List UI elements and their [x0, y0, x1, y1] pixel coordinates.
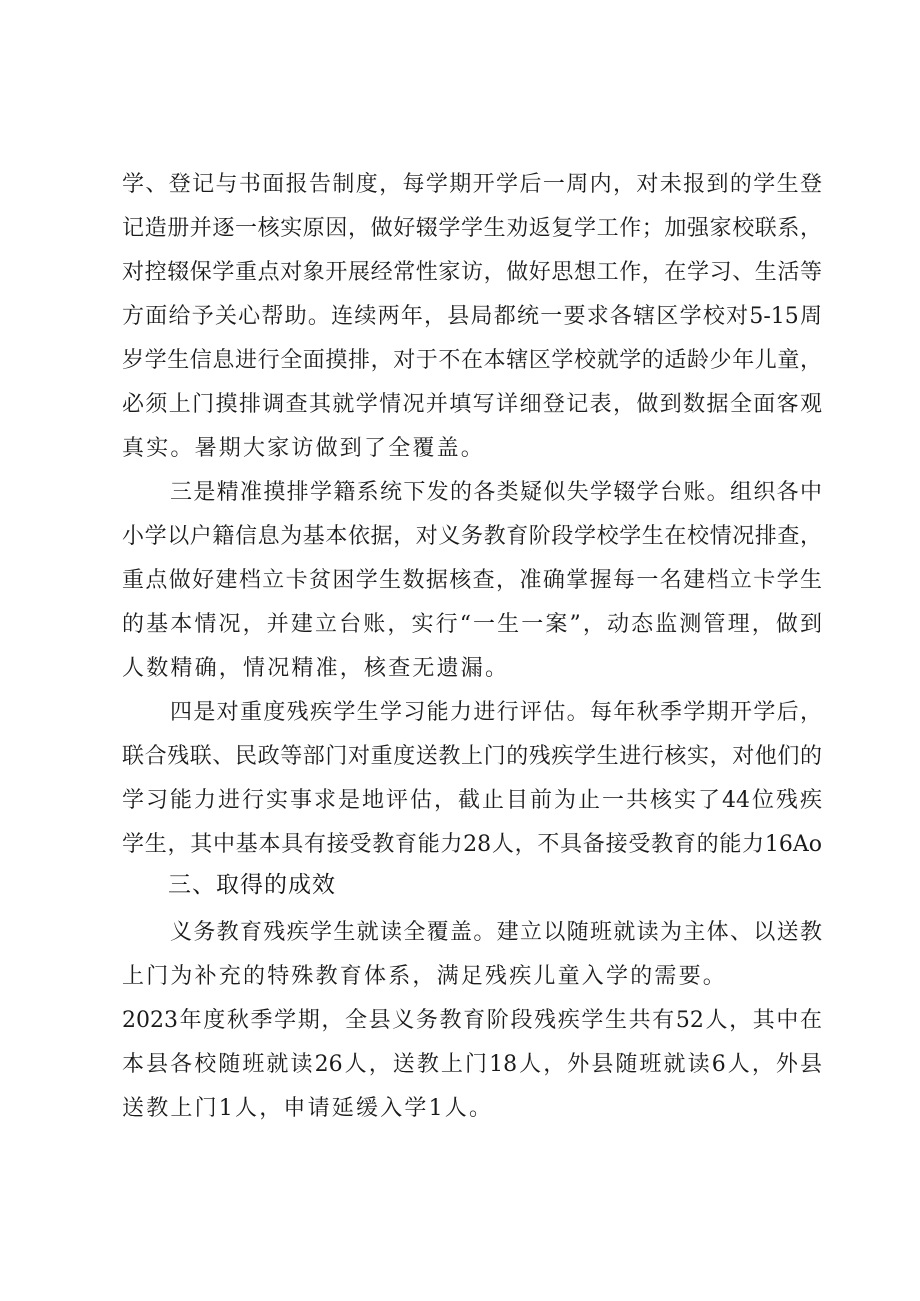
text-line: 义务教育残疾学生就读全覆盖。建立以随班就读为主体、以送教	[170, 920, 822, 945]
text-line: 对控辍保学重点对象开展经常性家访，做好思想工作，在学习、生活等	[122, 260, 822, 285]
text-line: 真实。暑期大家访做到了全覆盖。	[122, 436, 486, 461]
text-line: 学生，其中基本具有接受教育能力28人，不具备接受教育的能力16Ao	[122, 832, 822, 857]
text-line: 上门为补充的特殊教育体系，满足残疾儿童入学的需要。	[122, 964, 728, 989]
text-line: 重点做好建档立卡贫困学生数据核查，准确掌握每一名建档立卡学生	[122, 568, 822, 593]
text-line: 学习能力进行实事求是地评估，截止目前为止一共核实了44位残疾	[122, 788, 822, 813]
text-line: 小学以户籍信息为基本依据，对义务教育阶段学校学生在校情况排查，	[122, 524, 822, 549]
text-line: 必须上门摸排调查其就学情况并填写详细登记表，做到数据全面客观	[122, 392, 822, 417]
text-line: 学、登记与书面报告制度，每学期开学后一周内，对未报到的学生登	[122, 172, 822, 197]
section-heading: 三、取得的成效	[168, 872, 336, 898]
text-line: 三是精准摸排学籍系统下发的各类疑似失学辍学台账。组织各中	[170, 480, 822, 505]
text-line: 送教上门1人，申请延缓入学1人。	[122, 1096, 494, 1121]
text-line: 本县各校随班就读26人，送教上门18人，外县随班就读6人，外县	[122, 1052, 822, 1077]
text-line: 岁学生信息进行全面摸排，对于不在本辖区学校就学的适龄少年儿童，	[122, 348, 822, 373]
text-line: 记造册并逐一核实原因，做好辍学学生劝返复学工作；加强家校联系，	[122, 216, 822, 241]
text-line: 人数精确，情况精准，核查无遗漏。	[122, 656, 510, 681]
text-line: 的基本情况，并建立台账，实行“一生一案”，动态监测管理，做到	[122, 612, 822, 637]
text-line: 联合残联、民政等部门对重度送教上门的残疾学生进行核实，对他们的	[122, 744, 822, 769]
text-line: 四是对重度残疾学生学习能力进行评估。每年秋季学期开学后，	[170, 700, 822, 725]
text-line: 2023年度秋季学期，全县义务教育阶段残疾学生共有52人，其中在	[122, 1008, 823, 1033]
text-line: 方面给予关心帮助。连续两年，县局都统一要求各辖区学校对5-15周	[122, 304, 822, 329]
